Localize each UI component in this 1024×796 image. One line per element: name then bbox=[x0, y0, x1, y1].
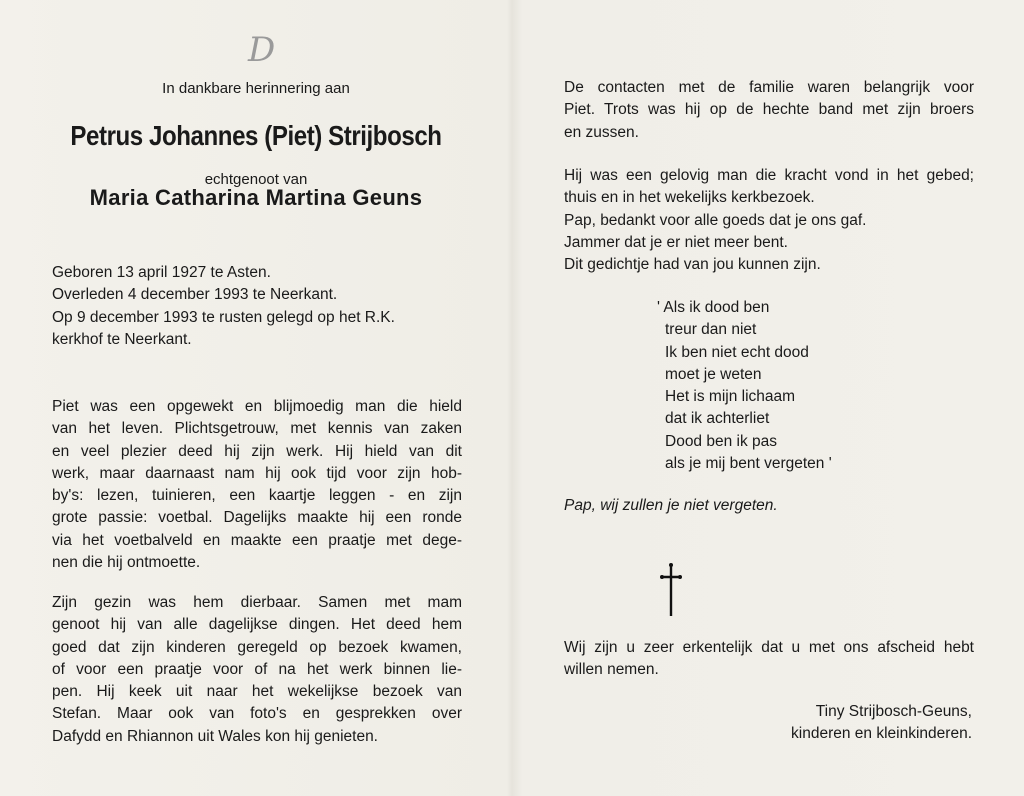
text-line: en veel plezier deed hij zijn werk. Hij hield van dit bbox=[52, 442, 462, 460]
biography-paragraph-2 bbox=[52, 592, 462, 748]
poem-line: treur dan niet bbox=[665, 321, 757, 339]
text-line: goed dat zijn kinderen geregeld op bezoek kwamen, bbox=[52, 638, 462, 656]
text-line: Dafydd en Rhiannon uit Wales kon hij genieten. bbox=[52, 727, 378, 745]
date-line: Op 9 december 1993 te rusten gelegd op het R.K. bbox=[52, 308, 395, 326]
text-line: Hij was een gelovig man die kracht vond in het gebed; bbox=[564, 167, 974, 184]
text-line: via het voetbalveld en maakte een praatje met dege- bbox=[52, 531, 462, 549]
signature-block bbox=[791, 701, 972, 746]
text-line: pen. Hij keek uit naar het wekelijkse bezoek van bbox=[52, 683, 462, 701]
cross-icon bbox=[656, 562, 686, 618]
text-line: De contacten met de familie waren belangrijk voor bbox=[564, 79, 974, 96]
text-line: Stefan. Maar ook van foto's en gesprekken over bbox=[52, 705, 462, 723]
text-line: genoot hij van alle dagelijkse dingen. Het deed hem bbox=[52, 616, 462, 634]
text-line: grote passie: voetbal. Dagelijks maakte hij een ronde bbox=[52, 509, 462, 527]
poem-line: dat ik achterliet bbox=[665, 410, 770, 428]
spouse-label: echtgenoot van bbox=[204, 171, 308, 188]
text-line: en zussen. bbox=[564, 123, 639, 141]
signature-line: Tiny Strijbosch-Geuns, bbox=[815, 703, 972, 720]
text-line: thuis en in het wekelijks kerkbezoek. bbox=[564, 189, 815, 207]
closing-line: Pap, wij zullen je niet vergeten. bbox=[564, 497, 778, 514]
text-line: van het leven. Plichtsgetrouw, met kennis van zaken bbox=[52, 420, 462, 438]
text-line: of voor een praatje voor of na het werk binnen lie- bbox=[52, 660, 462, 678]
date-line: Overleden 4 december 1993 te Neerkant. bbox=[52, 286, 338, 304]
family-paragraph bbox=[564, 77, 974, 144]
text-line: Jammer dat je er niet meer bent. bbox=[564, 233, 788, 251]
biography-paragraph-1 bbox=[52, 396, 462, 574]
intro-text: In dankbare herinnering aan bbox=[162, 80, 350, 97]
thanks-paragraph bbox=[564, 637, 974, 682]
signature-line: kinderen en kleinkinderen. bbox=[791, 725, 972, 743]
text-line: Zijn gezin was hem dierbaar. Samen met mam bbox=[52, 594, 462, 611]
date-line: Geboren 13 april 1927 te Asten. bbox=[52, 264, 271, 281]
poem-line: als je mij bent vergeten ' bbox=[665, 455, 832, 473]
poem-line: moet je weten bbox=[665, 365, 762, 383]
text-line: by's: lezen, tuinieren, een kaartje leggen - en zijn bbox=[52, 487, 462, 505]
text-line: willen nemen. bbox=[564, 661, 659, 679]
spouse-name: Maria Catharina Martina Geuns bbox=[89, 185, 423, 210]
text-line: Dit gedichtje had van jou kunnen zijn. bbox=[564, 256, 821, 274]
date-line: kerkhof te Neerkant. bbox=[52, 330, 192, 348]
text-line: werk, maar daarnaast nam hij ook tijd voor zijn hob- bbox=[52, 464, 462, 482]
poem-line: Ik ben niet echt dood bbox=[665, 343, 809, 361]
poem-line: ' Als ik dood ben bbox=[657, 299, 770, 316]
right-panel bbox=[512, 0, 1024, 796]
deceased-name: Petrus Johannes (Piet) Strijbosch bbox=[70, 120, 442, 151]
poem-line: Het is mijn lichaam bbox=[665, 388, 796, 406]
poem-line: Dood ben ik pas bbox=[665, 432, 778, 450]
dates-block bbox=[52, 262, 395, 351]
poem bbox=[657, 297, 832, 475]
text-line: Piet. Trots was hij op de hechte band met zijn broers bbox=[564, 101, 974, 119]
text-line: Piet was een opgewekt en blijmoedig man die hield bbox=[52, 398, 462, 415]
text-line: Pap, bedankt voor alle goeds dat je ons gaf. bbox=[564, 211, 867, 229]
faith-paragraph bbox=[564, 165, 974, 276]
text-line: nen die hij ontmoette. bbox=[52, 554, 201, 572]
handwritten-mark: D bbox=[248, 30, 276, 70]
text-line: Wij zijn u zeer erkentelijk dat u met ons afscheid hebt bbox=[564, 639, 974, 656]
